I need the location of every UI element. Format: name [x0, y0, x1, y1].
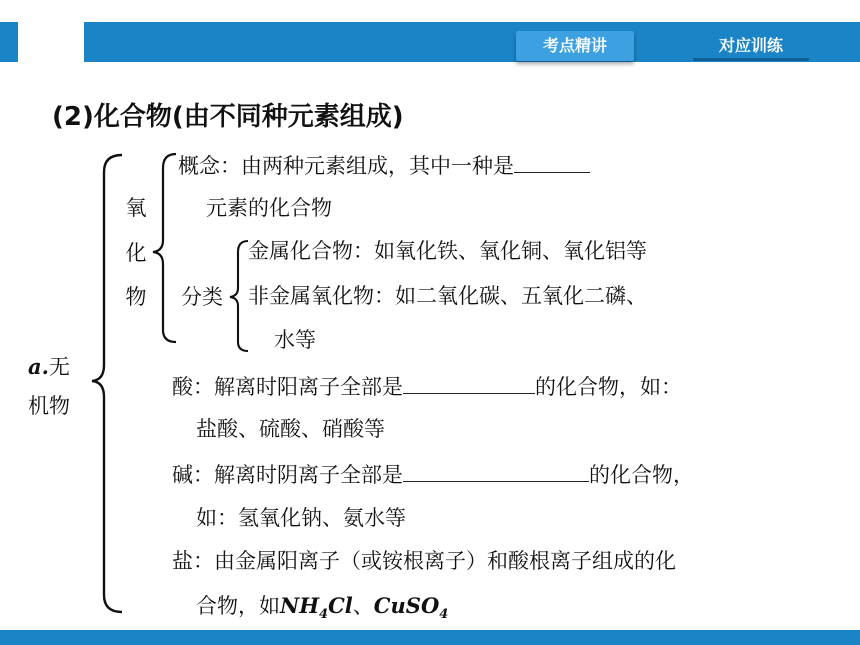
answer-blank-base[interactable]: [403, 463, 589, 482]
answer-blank-oxygen[interactable]: [514, 154, 590, 173]
tab-key-points[interactable]: 考点精讲: [516, 31, 634, 61]
footer-bar: [0, 630, 860, 645]
acid-line2: 盐酸、硫酸、硝酸等: [196, 417, 385, 441]
salt-line2: 合物，如$NH_4Cl$、CuSO$_4$: [196, 593, 449, 623]
section-title: (2)化合物(由不同种元素组成): [52, 102, 404, 132]
base-line1: 碱：解离时阴离子全部是 的化合物，: [172, 463, 694, 487]
inorganic-brace: [92, 155, 122, 612]
nonmetal-oxides-line1: 非金属氧化物：如二氧化碳、五氧化二磷、: [248, 284, 647, 308]
formula-cuso4: CuSO$_4$: [373, 593, 449, 623]
metal-oxides-line: 金属化合物：如氧化铁、氧化铜、氧化铝等: [248, 239, 647, 263]
formula-nh4cl: $NH_4Cl$: [280, 593, 353, 623]
classify-brace: [230, 241, 248, 351]
answer-blank-acid[interactable]: [403, 375, 535, 394]
oxide-concept-line2: 元素的化合物: [206, 196, 332, 220]
inorganic-label-line2: 机物: [28, 394, 70, 418]
classify-label: 分类: [181, 285, 223, 309]
oxide-concept-line1: 概念：由两种元素组成，其中一种是: [178, 154, 590, 177]
oxide-label-char-3: 物: [125, 285, 147, 309]
tab-practice[interactable]: 对应训练: [693, 31, 809, 61]
inorganic-label-line1: a.无: [28, 354, 70, 379]
oxide-label-char-2: 化: [125, 241, 147, 265]
oxide-label-char-1: 氧: [125, 196, 147, 220]
base-line2: 如：氢氧化钠、氨水等: [196, 506, 406, 530]
salt-line1: 盐：由金属阳离子（或铵根离子）和酸根离子组成的化: [172, 549, 676, 573]
nonmetal-oxides-line2: 水等: [274, 328, 316, 352]
oxide-brace: [153, 154, 176, 342]
acid-line1: 酸：解离时阳离子全部是 的化合物，如：: [172, 375, 682, 399]
